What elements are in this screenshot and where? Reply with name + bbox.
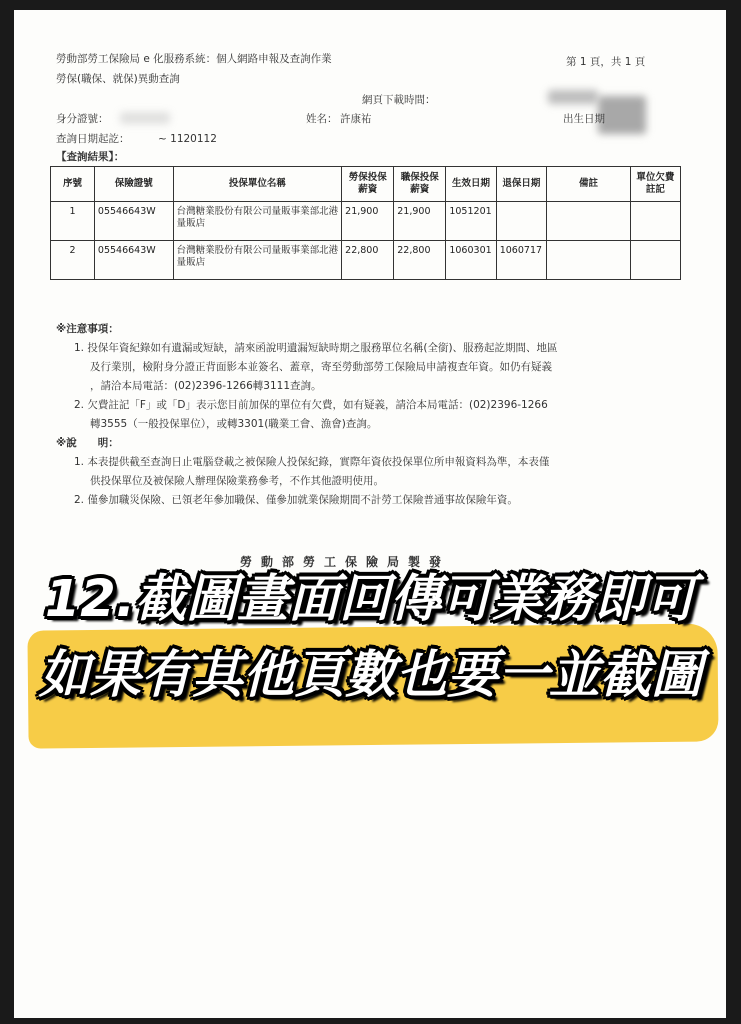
- desc-item: 供投保單位及被保險人辦理保險業務參考，不作其他證明使用。: [90, 475, 384, 487]
- note-item: 1. 投保年資紀錄如有遺漏或短缺，請來函說明遺漏短缺時期之服務單位名稱(全銜)、服務起訖期間、地區: [74, 342, 558, 354]
- table-row: [51, 202, 681, 241]
- col-header: 單位欠費註記: [630, 167, 680, 202]
- cell-end: [496, 202, 546, 241]
- cell-arrears: [630, 241, 680, 280]
- page-info: 第 1 頁，共 1 頁: [566, 56, 646, 68]
- cell-end: 1060717: [496, 241, 546, 280]
- cell-unit: 台灣糖業股份有限公司量販事業部北港量販店: [173, 241, 342, 280]
- col-header: 生效日期: [446, 167, 496, 202]
- system-title: 勞動部勞工保險局 e 化服務系統：個人網路申報及查詢作業: [56, 53, 332, 65]
- result-table: [50, 166, 681, 280]
- table-header-row: [51, 167, 681, 202]
- cell-occ: 22,800: [394, 241, 446, 280]
- cell-cert: 05546643W: [94, 202, 173, 241]
- cell-no: 2: [51, 241, 95, 280]
- col-header: 退保日期: [496, 167, 546, 202]
- table-row: [51, 241, 681, 280]
- note-item: 轉3555（一般投保單位），或轉3301(職業工會、漁會)查詢。: [90, 418, 378, 430]
- notes-section: [56, 320, 696, 510]
- cell-no: 1: [51, 202, 95, 241]
- col-header: 投保單位名稱: [173, 167, 342, 202]
- name-label: 姓名：: [306, 113, 338, 125]
- note-item: 及行業別，檢附身分證正背面影本並簽名、蓋章，寄至勞動部勞工保險局申請複查年資。如仍有疑義: [90, 361, 552, 373]
- cell-note: [547, 202, 631, 241]
- desc-item: 1. 本表提供截至查詢日止電腦登載之被保險人投保紀錄，實際年資依投保單位所申報資料為準，本表僅: [74, 456, 550, 468]
- birth-label: 出生日期: [563, 113, 605, 125]
- issuer-footer: 勞動部勞工保險局製發: [240, 555, 451, 569]
- redacted-download-time: [548, 90, 598, 104]
- cell-occ: 21,900: [394, 202, 446, 241]
- name-value: 許康祐: [340, 113, 372, 125]
- desc-heading: ※說 明：: [56, 437, 119, 449]
- query-range-value: ~ 1120112: [158, 133, 217, 145]
- overlay-caption-line2: 如果有其他頁數也要一並截圖: [38, 646, 702, 705]
- cell-start: 1060301: [446, 241, 496, 280]
- cell-start: 1051201: [446, 202, 496, 241]
- redacted-birth-date: [598, 96, 646, 134]
- query-range-label: 查詢日期起訖：: [56, 133, 130, 145]
- col-header: 備註: [547, 167, 631, 202]
- col-header: 勞保投保薪資: [342, 167, 394, 202]
- col-header: 序號: [51, 167, 95, 202]
- overlay-caption-line1: 12.截圖畫面回傳可業務即可: [44, 570, 697, 629]
- col-header: 職保投保薪資: [394, 167, 446, 202]
- cell-labor: 21,900: [342, 202, 394, 241]
- cell-labor: 22,800: [342, 241, 394, 280]
- desc-item: 2. 僅參加職災保險、已領老年參加職保、僅參加就業保險期間不計勞工保險普通事故保險年資。: [74, 494, 518, 506]
- cell-cert: 05546643W: [94, 241, 173, 280]
- note-item: ，請洽本局電話：(02)2396-1266轉3111查詢。: [90, 380, 322, 392]
- id-label: 身分證號：: [56, 113, 109, 125]
- result-label: 【查詢結果】：: [56, 151, 125, 163]
- redacted-id: [120, 112, 170, 124]
- download-time-label: 網頁下載時間：: [362, 94, 436, 106]
- note-item: 2. 欠費註記「F」或「D」表示您目前加保的單位有欠費，如有疑義，請洽本局電話：(02)2396-1266: [74, 399, 548, 411]
- sub-title: 勞保(職保、就保)異動查詢: [56, 73, 180, 85]
- col-header: 保險證號: [94, 167, 173, 202]
- cell-unit: 台灣糖業股份有限公司量販事業部北港量販店: [173, 202, 342, 241]
- cell-arrears: [630, 202, 680, 241]
- notes-heading: ※注意事項：: [56, 323, 119, 335]
- cell-note: [547, 241, 631, 280]
